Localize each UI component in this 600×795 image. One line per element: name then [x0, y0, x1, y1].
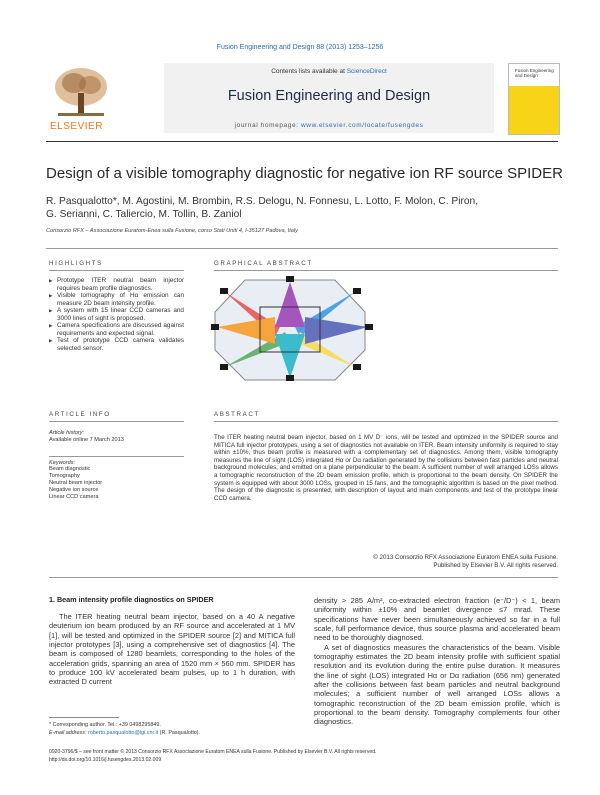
graphical-abstract-rule [214, 270, 558, 271]
affiliation: Consorzio RFX – Associazione Euratom-Enea sulla Fusione, corso Stati Uniti 4, I-35127 Padova, Italy [46, 228, 298, 234]
keyword: Tomography [49, 473, 80, 480]
section-rule [46, 248, 558, 249]
header-rule [46, 141, 558, 142]
elsevier-tree-icon [46, 63, 116, 121]
highlight-item: ▶ Prototype ITER neutral beam injector requires beam profile diagnostics. [49, 277, 184, 292]
article-info [49, 430, 184, 500]
homepage-line [164, 122, 494, 129]
keyword: Linear CCD camera [49, 493, 99, 500]
history-value: Available online 7 March 2013 [49, 436, 124, 443]
section-heading: 1. Beam intensity profile diagnostics on SPIDER [49, 595, 214, 604]
highlight-item: ▶ Visible tomography of Hα emission can measure 2D beam intensity profile. [49, 292, 184, 307]
authors-line-1: R. Pasqualotto*, M. Agostini, M. Brombin, R.S. Delogu, N. Fonnesu, L. Lotto, F. Molon, C. Piron, [46, 196, 479, 207]
tomography-diagram-icon [205, 272, 380, 384]
email-link[interactable]: roberto.pasqualotto@igi.cnr.it [87, 730, 159, 736]
email-suffix: (R. Pasqualotto). [158, 730, 201, 736]
cover-yellow-panel [509, 86, 559, 134]
abstract-heading: ABSTRACT [214, 411, 260, 418]
authors-line-2: G. Serianni, C. Taliercio, M. Tollin, B. Zaniol [46, 209, 242, 220]
highlights-heading: HIGHLIGHTS [49, 260, 103, 267]
highlights-rule [49, 270, 184, 271]
masthead [46, 63, 558, 138]
article-info-rule [49, 421, 184, 422]
doi-link[interactable]: http://dx.doi.org/10.1016/j.fusengdes.2013.02.009 [49, 757, 162, 763]
keyword: Neutral beam injector [49, 479, 103, 486]
keyword: Negative ion source [49, 486, 99, 493]
journal-reference[interactable]: Fusion Engineering and Design 88 (2013) 1253–1256 [216, 44, 384, 51]
contents-line [164, 68, 494, 75]
keywords-label: Keywords: [49, 459, 76, 466]
journal-title: Fusion Engineering and Design [227, 88, 431, 104]
homepage-label: journal homepage: [234, 122, 302, 129]
highlight-item: ▶ Test of prototype CCD camera validates selected sensor. [49, 337, 184, 352]
journal-cover-thumbnail [508, 63, 560, 135]
article-info-heading: ARTICLE INFO [49, 411, 111, 418]
copyright-line: © 2013 Consorzio RFX Associazione Euratom ENEA sulla Fusione. [373, 554, 558, 561]
sciencedirect-link[interactable]: ScienceDirect [346, 68, 387, 75]
graphical-abstract-figure [205, 272, 380, 384]
cover-title: Fusion Engineering and Design [515, 68, 554, 78]
body-left-column: The ITER heating neutral beam injector, based on a 40 A negative deuterium ion beam produced by an RF source and accelerated at 1 MV [1], will be tested and optimized in the SPIDER source [2] and MITICA full injector prototypes [3], using a comprehensive set of diagnostics [4]. The beam is composed of 1280 beamlets, corresponding to the holes of the acceleration grids, spanning an area of 1520 mm × 560 mm. SPIDER has to produce 100 kV accelerated beam pulses, up to 1 h duration, with extracted D current [49, 612, 295, 687]
publisher-note: Published by Elsevier B.V. All rights reserved. [433, 562, 558, 569]
journal-homepage-link[interactable]: www.elsevier.com/locate/fusengdes [301, 122, 424, 129]
article-title: Design of a visible tomography diagnostic for negative ion RF source SPIDER [46, 165, 563, 182]
history-label: Article history: [49, 430, 85, 436]
journal-banner [164, 63, 494, 133]
footnote-rule [49, 717, 119, 718]
highlights-list [49, 277, 184, 352]
keyword: Beam diagnostic [49, 466, 91, 473]
elsevier-tree-logo [46, 63, 116, 135]
contents-prefix: Contents lists available at [271, 68, 347, 75]
graphical-abstract-heading: GRAPHICAL ABSTRACT [214, 260, 313, 267]
corresponding-author-note: * Corresponding author. Tel.: +39 0498295849. [49, 722, 161, 728]
issn-line: 0920-3796/$ – see front matter © 2013 Consorzio RFX Associazione Euratom ENEA sulla Fusione. Published by Elsevier B.V. All rights reserved. [49, 749, 377, 755]
author-list [46, 195, 566, 221]
publisher-name: ELSEVIER [50, 121, 103, 132]
abstract-rule [214, 421, 558, 422]
email-note [49, 730, 299, 736]
highlight-item: ▶ Camera specifications are discussed against requirements and expected signal. [49, 322, 184, 337]
body-paragraph: density > 285 A/m², co-extracted electron fraction (e⁻/D⁻) < 1, beam uniformity within ±10% and beamlet divergence ≤7 mrad. These specifications have never been simultaneously achieved so far in a full scale, full performance device, thus source plasma and accelerated beam need to be thoroughly diagnosed. [314, 596, 560, 643]
email-label: E-mail address: [49, 730, 88, 736]
highlight-item: ▶ A system with 15 linear CCD cameras and 3000 lines of sight is proposed. [49, 307, 184, 322]
abstract-text: The ITER heating neutral beam injector, based on 1 MV D⁻ ions, will be tested and optimized in the SPIDER source and MITICA full injector prototypes, using a set of diagnostics not available on ITER. Beam intensity uniformity is required to stay within ±10%, thus beam profile is measured with a complementary set of diagnostics. Among them, visible tomography measures the line of sight (LOS) integrated Hα or Dα radiation generated by the collisions between fast particles and neutral background molecules, and emitted on a plane perpendicular to the beam. A sufficient number of well arranged LOSs allows a tomographic reconstruction of the 2D beam emission profile, which is proportional to the beam density. On SPIDER the system is equipped with about 3000 LOSs, grouped in 15 fans, and the tomographic algorithm is based on the pixel method. The design of the diagnostic is presented, with description of layout and main components and test of the prototype linear CCD camera. [214, 434, 558, 502]
body-paragraph: A set of diagnostics measures the characteristics of the beam. Visible tomography estimates the 2D beam intensity profile with sufficient spatial resolution and its evolution during the entire pulse duration. It measures the line of sight (LOS) integrated Hα or Dα radiation (656 nm) generated after the collisions between fast beam particles and neutral background molecules; a sufficient number of well arranged LOSs allows a tomographic reconstruction of the 2D beam emission profile, which is proportional to the beam density. Tomography complements four other diagnostics. [314, 642, 560, 727]
body-right-column [314, 596, 560, 727]
abstract-end-rule [49, 577, 558, 578]
